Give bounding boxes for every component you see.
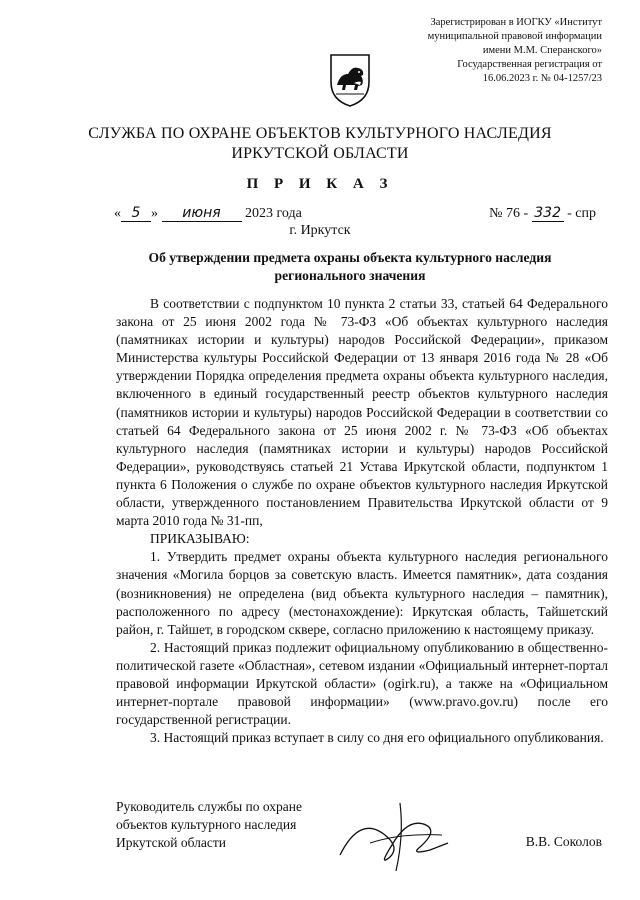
number-value: 332 xyxy=(532,205,564,222)
position-line2: объектов культурного наследия xyxy=(116,817,297,833)
coat-of-arms-icon xyxy=(328,52,372,108)
handwritten-signature xyxy=(330,795,460,875)
organization-name-line2: ИРКУТСКОЙ ОБЛАСТИ xyxy=(231,145,409,162)
number-suffix: - спр xyxy=(567,206,596,221)
item-2-paragraph: 2. Настоящий приказ подлежит официальному опубликованию в общественно-политической газете «Областная», сетевом издании «Официальный интернет-портал правовой информации Иркутской области» (ogirk.ru), а также на «Официальном интернет-портале правовой информации» (www.pravo.gov.ru) после его государственной регистрации. xyxy=(116,639,608,728)
date-close-quote: » xyxy=(151,206,158,221)
city: г. Иркутск xyxy=(289,223,351,238)
registration-line: имени М.М. Сперанского» xyxy=(482,45,602,56)
item-1-paragraph: 1. Утвердить предмет охраны объекта культурного наследия регионального значения «Могила борцов за советскую власть. Имеется памятник», дата создания (возникновения) не определена (вид объекта культурного наследия – памятник), расположенного по адресу (местонахождение): Иркутская область, Тайшетский район, г. Тайшет, в городском сквере, согласно приложению к настоящему приказу. xyxy=(116,549,608,637)
document-body xyxy=(116,295,608,747)
order-number xyxy=(489,205,596,222)
organization-name-line1: СЛУЖБА ПО ОХРАНЕ ОБЪЕКТОВ КУЛЬТУРНОГО НАСЛЕДИЯ xyxy=(88,125,552,142)
title-line1: Об утверждении предмета охраны объекта культурного наследия xyxy=(148,250,552,265)
order-date xyxy=(114,205,302,222)
number-prefix: № 76 - xyxy=(489,206,529,221)
date-open-quote: « xyxy=(114,206,121,221)
signer-name: В.В. Соколов xyxy=(525,834,602,849)
preamble-paragraph: В соответствии с подпунктом 10 пункта 2 статьи 33, статьей 64 Федерального закона от 25 июня 2002 года № 73-ФЗ «Об объектах культурного наследия (памятниках истории и культуры) народов Российской Федерации», приказом Министерства культуры Российской Федерации от 13 января 2016 года № 28 «Об утверждении Порядка определения предмета охраны объекта культурного наследия, включенного в единый государственный реестр объектов культурного наследия (памятников истории и культуры) народов Российской Федерации в соответствии со статьей 64 Федерального закона от 25 июня 2002 г. № 73-ФЗ «Об объектах культурного наследия (памятниках истории и культуры) народов Российской Федерации», руководствуясь статьей 21 Устава Иркутской области, подпунктом 1 пункта 6 Положения о службе по охране объектов культурного наследия Иркутской области, утвержденного постановлением Правительства Иркутской области от 9 марта 2010 года № 31-пп, xyxy=(116,296,608,529)
signer-position xyxy=(116,798,302,853)
title-line2: регионального значения xyxy=(274,268,426,283)
item-3-paragraph: 3. Настоящий приказ вступает в силу со дня его официального опубликования. xyxy=(150,730,604,746)
order-word: ПРИКАЗЫВАЮ: xyxy=(150,531,250,547)
registration-line: муниципальной правовой информации xyxy=(427,31,602,42)
date-year: 2023 года xyxy=(245,206,302,221)
position-line3: Иркутской области xyxy=(116,835,227,851)
date-day: 5 xyxy=(121,205,151,222)
date-month: июня xyxy=(162,205,242,222)
registration-stamp xyxy=(382,16,602,86)
position-line1: Руководитель службы по охране xyxy=(116,799,303,814)
registration-line: Государственная регистрация от xyxy=(457,59,602,70)
document-title xyxy=(110,249,590,285)
registration-line: 16.06.2023 г. № 04-1257/23 xyxy=(482,73,602,84)
document-type: П Р И К А З xyxy=(246,176,394,192)
registration-line: Зарегистрирован в ИОГКУ «Институт xyxy=(430,17,602,28)
